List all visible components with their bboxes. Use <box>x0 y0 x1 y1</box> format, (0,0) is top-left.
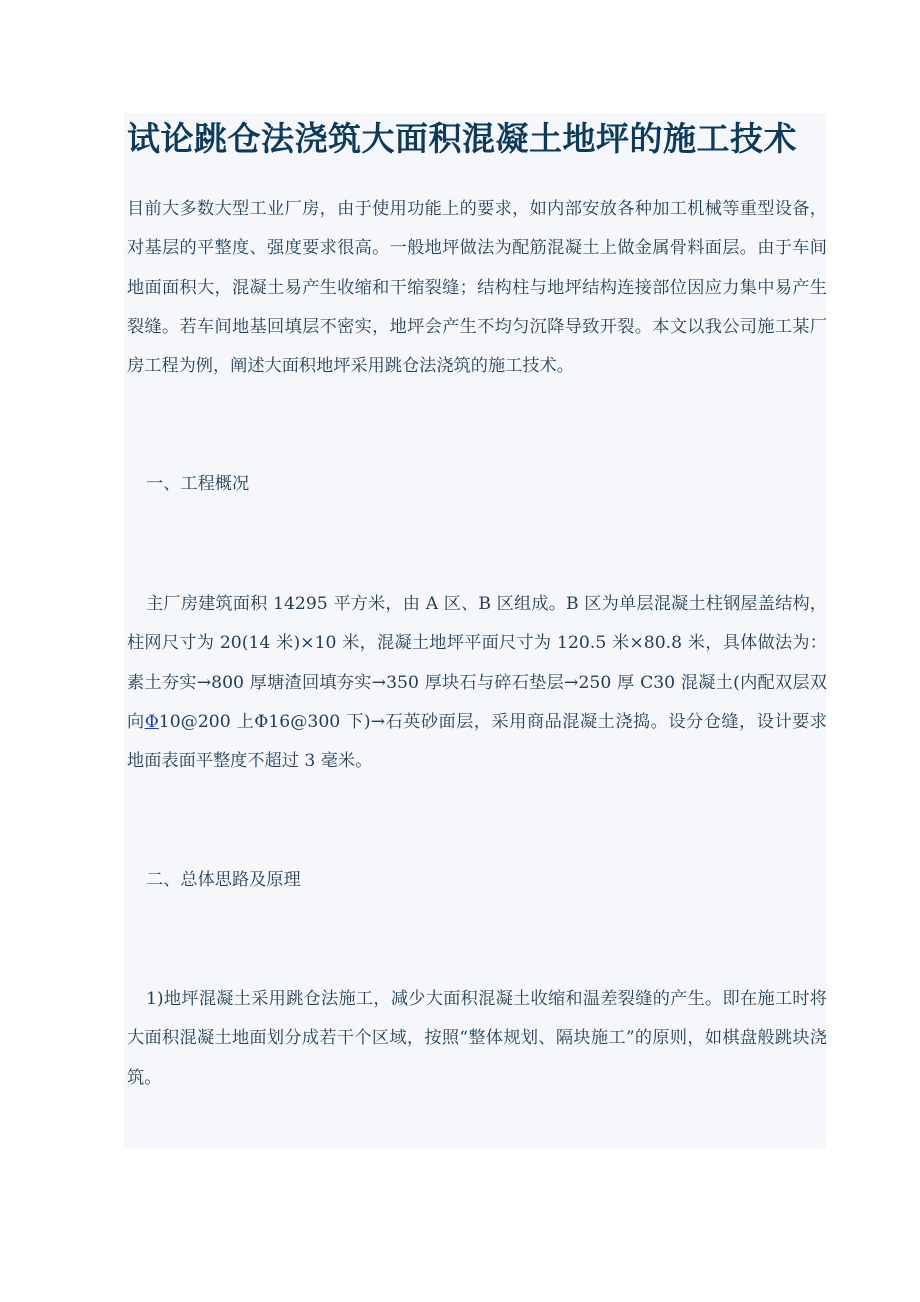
section1-heading: 一、工程概况 <box>146 474 250 494</box>
section2-paragraph: 1)地坪混凝土采用跳仓法施工，减少大面积混凝土收缩和温差裂缝的产生。即在施工时将大面积混凝土地面划分成若干个区域，按照“整体规划、隔块施工”的原则，如棋盘般跳块浇筑。 <box>127 989 827 1088</box>
phi-link[interactable]: Φ <box>144 711 159 732</box>
section1-text-after: 10@200 上Φ16@300 下)→石英砂面层，采用商品混凝土浇捣。设分仓缝，设计要求地面表面平整度不超过 3 毫米。 <box>127 711 827 772</box>
section1-paragraph <box>127 585 827 781</box>
document-title: 试论跳仓法浇筑大面积混凝土地坪的施工技术 <box>127 119 797 158</box>
intro-paragraph: 目前大多数大型工业厂房，由于使用功能上的要求，如内部安放各种加工机械等重型设备，对基层的平整度、强度要求很高。一般地坪做法为配筋混凝土上做金属骨料面层。由于车间地面面积大，混凝土易产生收缩和干缩裂缝；结构柱与地坪结构连接部位因应力集中易产生裂缝。若车间地基回填层不密实，地坪会产生不均匀沉降导致开裂。本文以我公司施工某厂房工程为例，阐述大面积地坪采用跳仓法浇筑的施工技术。 <box>127 199 827 377</box>
section2-heading: 二、总体思路及原理 <box>146 870 301 890</box>
section1-text-before: 主厂房建筑面积 14295 平方米，由 A 区、B 区组成。B 区为单层混凝土柱钢屋盖结构，柱网尺寸为 20(14 米)×10 米，混凝土地坪平面尺寸为 120.5 米×80.8 米，具体做法为：素土夯实→800 厚塘渣回填夯实→350 厚块石与碎石垫层→250 厚 C30 混凝土(内配双层双向 <box>127 594 827 732</box>
